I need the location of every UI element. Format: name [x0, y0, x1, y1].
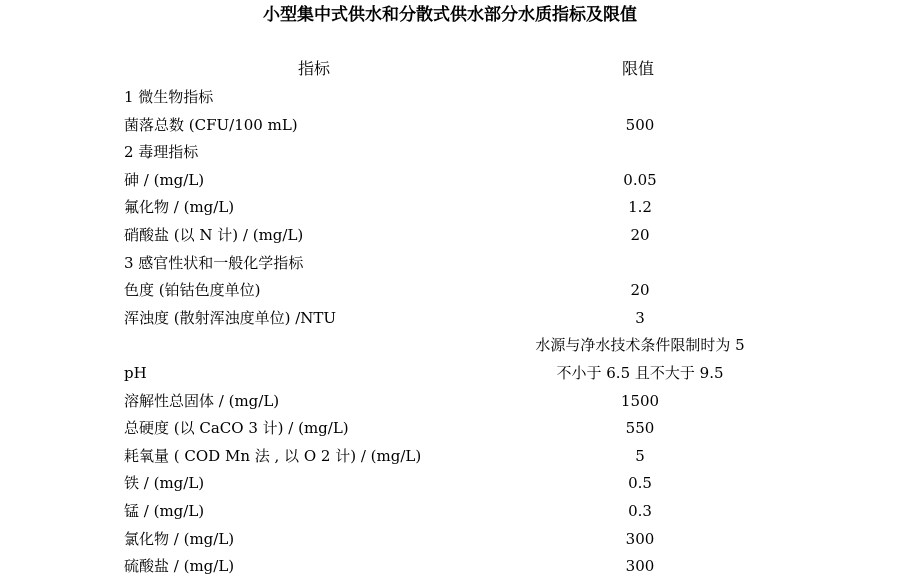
indicator-name: 色度 (铂钴色度单位) — [124, 281, 261, 300]
limit-value-line: 水源与净水技术条件限制时为 5 — [535, 336, 745, 355]
limit-value — [500, 194, 780, 222]
limit-value-line: 0.05 — [623, 170, 657, 189]
indicator-name: 耗氧量 ( COD Mn 法 , 以 O 2 计) / (mg/L) — [124, 446, 422, 465]
limit-value-line: 550 — [625, 419, 655, 438]
indicator-name: 氯化物 / (mg/L) — [124, 529, 235, 548]
limit-value-line: 3 — [635, 308, 645, 327]
table-row — [0, 443, 900, 471]
indicator-name: pH — [124, 363, 147, 382]
table-row — [0, 167, 900, 195]
indicator-name: 铁 / (mg/L) — [124, 474, 205, 493]
table-row — [0, 112, 900, 140]
table-row — [0, 526, 900, 554]
limit-value — [500, 553, 780, 581]
indicator-name: 硝酸盐 (以 N 计) / (mg/L) — [124, 225, 304, 244]
table-row — [0, 388, 900, 416]
table-row — [0, 250, 900, 278]
limit-value — [500, 526, 780, 554]
table-row — [0, 553, 900, 581]
indicator-table — [0, 84, 900, 581]
limit-value-line: 1500 — [620, 391, 660, 410]
table-row — [0, 305, 900, 333]
indicator-name: 总硬度 (以 CaCO 3 计) / (mg/L) — [124, 419, 349, 438]
table-row — [0, 194, 900, 222]
limit-value — [500, 388, 780, 416]
indicator-name: 2 毒理指标 — [124, 143, 199, 162]
indicator-name: 3 感官性状和一般化学指标 — [124, 253, 304, 272]
limit-value — [500, 305, 780, 333]
limit-value — [500, 443, 780, 471]
limit-value-line: 500 — [625, 115, 655, 134]
limit-value — [500, 498, 780, 526]
table-row — [0, 84, 900, 112]
indicator-name: 溶解性总固体 / (mg/L) — [124, 391, 280, 410]
table-row — [0, 332, 900, 387]
limit-value-line: 0.3 — [628, 501, 652, 520]
limit-value — [500, 332, 780, 387]
limit-value — [500, 415, 780, 443]
column-header-limit: 限值 — [622, 59, 655, 78]
indicator-name: 砷 / (mg/L) — [124, 170, 205, 189]
limit-value-line: 5 — [635, 446, 645, 465]
limit-value-line: 20 — [630, 225, 650, 244]
limit-value — [500, 222, 780, 250]
limit-value-line: 1.2 — [628, 198, 652, 217]
document-title: 小型集中式供水和分散式供水部分水质指标及限值 — [263, 5, 637, 25]
limit-value-line: 300 — [625, 529, 655, 548]
limit-value-line: 不小于 6.5 且不大于 9.5 — [556, 363, 724, 382]
table-row — [0, 139, 900, 167]
indicator-name: 锰 / (mg/L) — [124, 501, 205, 520]
table-row — [0, 222, 900, 250]
limit-value — [500, 470, 780, 498]
column-header-indicator: 指标 — [298, 59, 331, 78]
limit-value — [500, 112, 780, 140]
table-row — [0, 470, 900, 498]
limit-value-line: 20 — [630, 281, 650, 300]
indicator-name: 菌落总数 (CFU/100 mL) — [124, 115, 298, 134]
table-row — [0, 498, 900, 526]
limit-value-line: 300 — [625, 557, 655, 576]
limit-value — [500, 167, 780, 195]
indicator-name: 硫酸盐 / (mg/L) — [124, 557, 235, 576]
limit-value — [500, 277, 780, 305]
limit-value-line: 0.5 — [628, 474, 652, 493]
table-row — [0, 277, 900, 305]
indicator-name: 浑浊度 (散射浑浊度单位) /NTU — [124, 308, 337, 327]
indicator-name: 氟化物 / (mg/L) — [124, 198, 235, 217]
indicator-name: 1 微生物指标 — [124, 88, 214, 106]
table-row — [0, 415, 900, 443]
